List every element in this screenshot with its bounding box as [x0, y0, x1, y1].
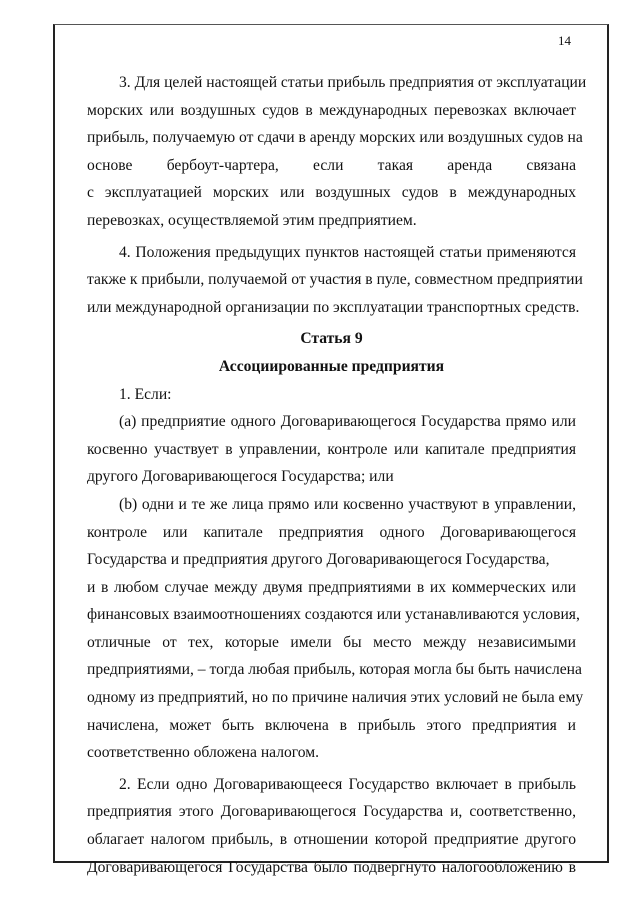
text-line: 1. Если: — [119, 385, 172, 403]
text-line: отличные от тех, которые имели бы место между независимыми — [87, 633, 576, 651]
text-line: 2. Если одно Договаривающееся Государство включает в прибыль — [119, 775, 576, 793]
text-line: перевозках, осуществляемой этим предприятием. — [87, 211, 417, 229]
subparagraph-b — [87, 491, 576, 574]
text-line: также к прибыли, получаемой от участия в пуле, совместном предприятии — [87, 271, 583, 289]
text-line: финансовых взаимоотношениях создаются или устанавливаются условия, — [87, 606, 580, 624]
text-line: Государства и предприятия другого Договаривающегося Государства, — [87, 551, 550, 569]
text-line: контроле или капитале предприятия одного Договаривающегося — [87, 523, 576, 541]
text-line: 3. Для целей настоящей статьи прибыль предприятия от эксплуатации — [119, 74, 587, 91]
text-line: или международной организации по эксплуатации транспортных средств. — [87, 298, 580, 316]
subparagraph-a — [87, 408, 576, 491]
text-line: одному из предприятий, но по причине наличия этих условий не была ему — [87, 689, 584, 707]
paragraph-2 — [87, 771, 576, 881]
paragraph-3 — [87, 69, 587, 235]
text-line: с эксплуатацией морских или воздушных судов в международных — [87, 184, 576, 202]
text-line: начислена, может быть включена в прибыль этого предприятия и — [87, 716, 576, 734]
text-line: 4. Положения предыдущих пунктов настоящей статьи применяются — [119, 243, 576, 261]
text-line: соответственно обложена налогом. — [87, 744, 320, 762]
text-line: морских или воздушных судов в международных перевозках включает — [87, 101, 576, 119]
article-title: Ассоциированные предприятия — [218, 357, 445, 375]
text-line: предприятиями, – тогда любая прибыль, которая могла бы быть начислена — [87, 661, 582, 679]
text-line: прибыль, получаемую от сдачи в аренду морских или воздушных судов на — [87, 129, 583, 147]
text-line: облагает налогом прибыль, в отношении которой предприятие другого — [87, 831, 576, 849]
text-line: косвенно участвует в управлении, контроле или капитале предприятия — [87, 440, 576, 458]
text-line: и в любом случае между двумя предприятиями в их коммерческих или — [87, 578, 576, 596]
text-line: (b) одни и те же лица прямо или косвенно участвуют в управлении, — [119, 495, 576, 513]
text-line: (а) предприятие одного Договаривающегося Государства прямо или — [119, 413, 576, 431]
page-frame — [53, 24, 609, 876]
paragraph-4 — [87, 239, 583, 322]
text-line: предприятия этого Договаривающегося Государства и, соответственно, — [87, 803, 576, 821]
page-number: 14 — [558, 33, 571, 48]
page-content — [87, 69, 587, 881]
text-line: другого Договаривающегося Государства; или — [87, 468, 394, 486]
text-line: основе бербоут-чартера, если такая аренда связана — [87, 156, 576, 174]
text-line: Договаривающегося Государства было подвергнуто налогообложению в — [87, 858, 576, 876]
article-number: Статья 9 — [300, 330, 363, 348]
paragraph-continuation — [87, 574, 584, 767]
